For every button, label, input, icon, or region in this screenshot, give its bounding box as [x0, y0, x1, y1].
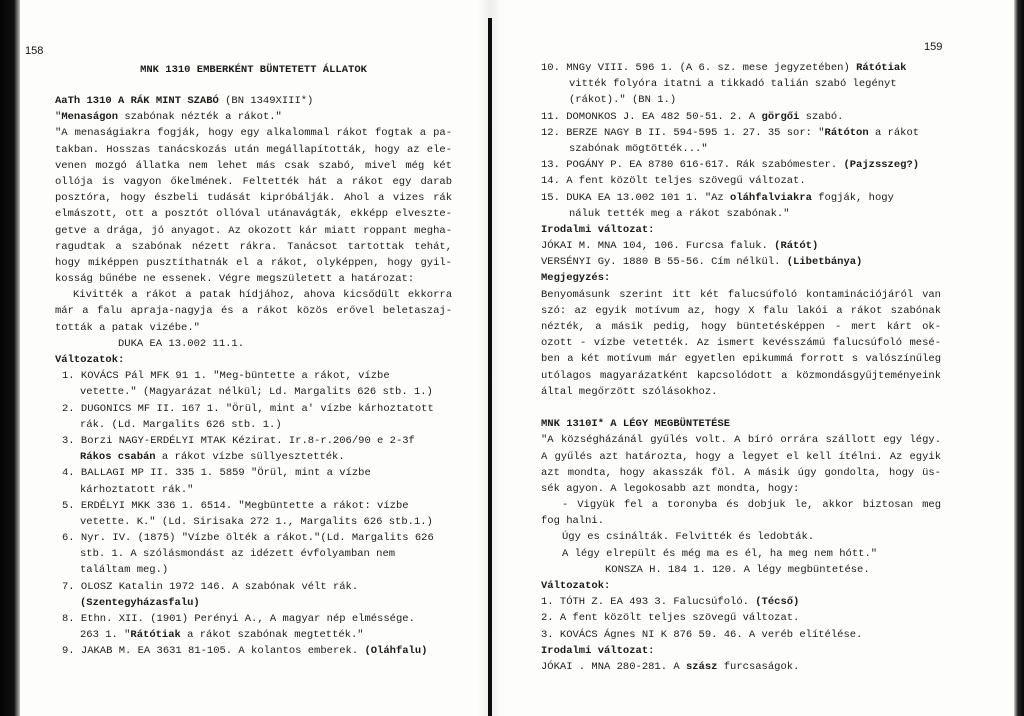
text-segment: a rákot vízbe süllyesztették.: [155, 451, 345, 464]
text-segment: 1. KOVÁCS Pál MFK 91 1. "Meg-büntette a rákot, vízbe: [62, 370, 390, 383]
text-segment: furcsaságok.: [717, 660, 800, 673]
text-segment: által megőrzött szólásokhoz.: [541, 385, 718, 398]
variants-heading: [541, 578, 941, 594]
text-segment: 3. KOVÁCS Ágnes NI K 876 59. 46. A veréb elítélése.: [541, 628, 863, 641]
tale-text-line: [541, 449, 941, 465]
text-segment: szó: az egyik motívum az, hogy X falu lakói a rákot szabónak: [541, 304, 941, 317]
text-segment: ": [55, 111, 62, 124]
text-segment: 13. POGÁNY P. EA 8780 616-617. Rák szabómester.: [541, 159, 844, 172]
heading-text: Irodalmi változat:: [541, 644, 655, 657]
text-segment: 12. BERZE NAGY B II. 594-595 1. 27. 35 sor: ": [541, 126, 825, 139]
variant-entry-continued: [55, 546, 452, 562]
tale-text-line: [55, 271, 452, 287]
text-segment: 5. ERDÉLYI MKK 336 1. 6514. "Megbüntette a rákot: vízbe: [62, 499, 409, 512]
type-heading: [55, 93, 452, 109]
variant-entry: [541, 125, 941, 141]
tale-text-line: [55, 190, 452, 206]
variant-entry: [541, 173, 941, 189]
text-segment: A gyűlés azt határozta, hogy a legyet el kell ítélni. Az egyik: [541, 450, 941, 463]
text-segment: a rákot: [868, 126, 920, 139]
text-segment: azt mondta, hogy akasszák föl. A másik úgy gondolta, hogy üs-: [541, 466, 941, 479]
emphasis-text: (Rátót): [774, 240, 819, 253]
page-number-left: 158: [25, 45, 44, 57]
tale-text-line: [541, 546, 941, 562]
text-segment: szabó.: [799, 110, 844, 123]
variant-entry: [541, 627, 941, 643]
text-segment: takban. Hosszas tanácskozás után megállapították, hogy az ele-: [55, 143, 452, 156]
text-segment: fog halni.: [541, 515, 605, 528]
variant-entry: [541, 109, 941, 125]
text-segment: 7. OLOSZ Katalin 1972 146. A szabónak vélt rák.: [62, 580, 359, 593]
tale-text-line: [541, 432, 941, 448]
variant-entry: [541, 594, 941, 610]
variant-entry: [55, 433, 452, 449]
note-text-line: [541, 368, 941, 384]
source-citation: [541, 562, 941, 578]
chapter-title-text: MNK 1310 EMBERKÉNT BÜNTETETT ÁLLATOK: [140, 64, 367, 76]
text-segment: sék agyon. A legokosabb azt mondta, hogy:: [541, 482, 800, 495]
text-segment: "A menaságiakra fogják, hogy egy alkalommal rákot fogtak a pa-: [55, 127, 452, 140]
heading-text: Irodalmi változat:: [541, 223, 655, 236]
text-segment: 4. BALLAGI MP II. 335 1. 5859 "Örül, mint a vízbe: [62, 467, 371, 480]
variant-entry: [541, 60, 941, 76]
tale-text-line: [541, 497, 941, 513]
text-segment: posztóra, hogy észbeli tudását kipróbálják. Ahol a vizes rák: [55, 192, 452, 205]
tale-text-line: [55, 287, 452, 303]
text-segment: fogják, hogy: [811, 191, 894, 204]
text-segment: 9. JAKAB M. EA 3631 81-105. A kolantos emberek.: [62, 645, 365, 658]
variant-entry: [55, 401, 452, 417]
variant-entry-continued: [541, 76, 941, 92]
text-segment: elmászott, ott a posztót ollóval utánavágták, ekképp elveszte-: [55, 208, 452, 221]
note-text-line: [541, 287, 941, 303]
text-segment: a rákot szabónak megtették.": [180, 629, 364, 642]
variant-entry: [55, 530, 452, 546]
text-segment: ollója is vagyon őkelmének. Feltették hát a rákot egy darab: [55, 175, 452, 188]
heading-text: Megjegyzés:: [541, 272, 611, 285]
variant-entry: [55, 465, 452, 481]
tale-text-line: [541, 465, 941, 481]
literary-variant-entry: [541, 254, 941, 270]
emphasis-text: Rákos csabán: [80, 451, 156, 464]
page-number-right: 159: [924, 41, 943, 53]
literary-variant-entry: [541, 238, 941, 254]
text-segment: vetette." (Magyarázat nélkül; Ld. Margalits 626 stb. 1.): [80, 386, 433, 399]
text-segment: - Vigyük fel a toronyba és dobjuk le, akkor biztosan meg: [562, 499, 941, 512]
variant-entry: [55, 579, 452, 595]
tale-text-line: [55, 125, 452, 141]
type-heading-ref: (BN 1349XIII*): [218, 95, 314, 107]
emphasis-text: Rátótiak: [130, 629, 181, 642]
variant-entry: [541, 190, 941, 206]
left-page-body: [55, 93, 452, 660]
text-segment: találtam meg.): [80, 564, 169, 577]
text-segment: 2. A fent közölt teljes szövegű változat.: [541, 612, 800, 625]
literary-variant-entry: [541, 659, 941, 675]
text-segment: 263 1. ": [80, 629, 131, 642]
tale-text-line: [541, 529, 941, 545]
tale-text-line: [541, 513, 941, 529]
text-segment: stb. 1. A szólásmondást az idézett évfolyamban nem: [80, 548, 396, 561]
heading-text: Változatok:: [55, 354, 125, 366]
emphasis-text: Menaságon: [61, 111, 119, 124]
text-segment: vitték folyóra itatni a tikkadó talián szabó legényt: [569, 78, 897, 91]
tale-text-line: [55, 255, 452, 271]
text-segment: A légy elrepült és még ma es él, ha meg nem hótt.": [562, 547, 878, 560]
emphasis-text: oláhfalviakra: [730, 191, 812, 204]
note-text-line: [541, 303, 941, 319]
text-segment: már a falu apraja-nagyja és a rákot közös erővel beletaszaj-: [55, 305, 452, 318]
text-segment: nézték, a másik pedig, hogy büntetésképpen - mert kárt ok-: [541, 321, 941, 333]
text-segment: kosság bűnébe ne essenek. Végre megszületett a határozat:: [55, 273, 415, 286]
text-segment: (rákot)." (BN 1.): [569, 94, 677, 107]
text-segment: getve a drága, jó anyagot. Az okozott kár miatt roppant megha-: [55, 224, 452, 237]
emphasis-text: (Técső): [755, 596, 800, 609]
variant-entry-continued: [55, 595, 452, 611]
text-segment: Úgy es csinálták. Felvitték és ledobták.: [562, 531, 815, 544]
heading-text: MNK 1310I* A LÉGY MEGBÜNTETÉSE: [541, 418, 731, 431]
text-segment: kárhoztatott rák.": [80, 483, 194, 496]
text-segment: tották a patak vizébe.": [55, 321, 200, 334]
text-segment: ben a két motívum már egyetlen epikummá forrott s valószínűleg: [541, 353, 941, 366]
variant-entry-continued: [55, 482, 452, 498]
tale-text-line: [55, 239, 452, 255]
text-segment: JÓKAI . MNA 280-281. A: [541, 660, 686, 673]
text-segment: ozott - vízbe vetették. Az ismert kevésszámú falucsúfoló mesé-: [541, 337, 941, 350]
tale-text-line: [55, 223, 452, 239]
text-segment: KONSZA H. 184 1. 120. A légy megbüntetése.: [605, 563, 870, 576]
text-segment: Benyomásunk szerint itt két falucsúfoló kontaminációjáról van: [541, 288, 941, 301]
variant-entry-continued: [55, 449, 452, 465]
text-segment: szabónak mögtötték...": [569, 142, 708, 155]
emphasis-text: (Oláhfalu): [364, 645, 428, 658]
variant-entry: [541, 157, 941, 173]
note-text-line: [541, 351, 941, 367]
tale-text-line: [55, 206, 452, 222]
note-text-line: [541, 319, 941, 335]
tale-text-line: [541, 481, 941, 497]
text-segment: ragudtak a szabónak nézett rákra. Tanácsot tartottak tehát,: [55, 240, 452, 253]
note-heading: [541, 270, 941, 286]
emphasis-text: (Pajzsszeg?): [843, 159, 920, 172]
variant-entry: [55, 498, 452, 514]
variant-entry: [55, 643, 452, 659]
scan-border-right: [1014, 0, 1024, 716]
heading-text: Változatok:: [541, 580, 611, 592]
text-segment: DUKA EA 13.002 11.1.: [118, 337, 245, 350]
text-segment: vetette. K." (Ld. Sirisaka 272 1., Margalits 626 stb.1.): [80, 515, 433, 528]
tale-title: [55, 109, 452, 125]
text-segment: 14. A fent közölt teljes szövegű változat.: [541, 175, 806, 188]
tale-text-line: [55, 303, 452, 319]
text-segment: venen mozgó állatka nem lehet más csak szabó, mivel még két: [55, 159, 452, 172]
emphasis-text: görgői: [761, 110, 800, 123]
text-segment: JÓKAI M. MNA 104, 106. Furcsa faluk.: [541, 240, 775, 253]
text-segment: 11. DOMONKOS J. EA 482 50-51. 2. A: [541, 110, 762, 123]
variant-entry: [55, 368, 452, 384]
text-segment: 10. MNGy VIII. 596 1. (A 6. sz. mese jegyzetében): [541, 62, 857, 74]
type-heading: [541, 416, 941, 432]
emphasis-text: Rátóton: [824, 126, 869, 139]
variant-entry-continued: [55, 384, 452, 400]
text-segment: 15. DUKA EA 13.002 101 1. "Az: [541, 191, 731, 204]
text-segment: hogy miképpen pusztíthatnák el a rákot, olyképpen, hogy gyil-: [55, 256, 452, 269]
variant-entry-continued: [541, 92, 941, 108]
emphasis-text: szász: [685, 660, 718, 673]
text-segment: "A községházánál gyűlés volt. A bíró orrára szállott egy légy.: [541, 434, 941, 447]
blank-line: [541, 400, 941, 416]
text-segment: 2. DUGONICS MF II. 167 1. "Örül, mint a' vízbe kárhoztatott: [62, 402, 434, 415]
emphasis-text: (Szentegyházasfalu): [80, 596, 200, 609]
text-segment: rák. (Ld. Margalits 626 stb. 1.): [80, 418, 282, 431]
text-segment: VERSÉNYI Gy. 1880 B 55-56. Cím nélkül.: [541, 256, 787, 269]
variant-entry-continued: [55, 562, 452, 578]
variant-entry: [541, 610, 941, 626]
book-spine: [488, 18, 492, 716]
emphasis-text: (Libetbánya): [786, 256, 863, 269]
tale-text-line: [55, 320, 452, 336]
variant-entry: [55, 611, 452, 627]
type-heading-bold: AaTh 1310 A RÁK MINT SZABÓ: [55, 95, 219, 107]
text-segment: náluk tették meg a rákot szabónak.": [569, 207, 790, 220]
note-text-line: [541, 384, 941, 400]
variant-entry-continued: [541, 206, 941, 222]
variant-entry-continued: [55, 627, 452, 643]
note-text-line: [541, 335, 941, 351]
scan-border-left: [0, 0, 20, 716]
chapter-title: [55, 62, 452, 78]
text-segment: 3. Borzi NAGY-ERDÉLYI MTAK Kézirat. Ir.8-r.206/90 e 2-3f: [62, 434, 415, 447]
variant-entry-continued: [55, 417, 452, 433]
text-segment: 1. TÓTH Z. EA 493 3. Falucsúfoló.: [541, 596, 756, 609]
text-segment: utólagos magyarázatként kapcsolódott a közmondásgyűjteményeink: [541, 369, 941, 382]
literary-variant-heading: [541, 643, 941, 659]
variant-entry-continued: [541, 141, 941, 157]
text-segment: szabónak nézték a rákot.": [118, 111, 282, 124]
tale-text-line: [55, 142, 452, 158]
tale-text-line: [55, 174, 452, 190]
emphasis-text: Rátótiak: [856, 62, 907, 74]
source-citation: [55, 336, 452, 352]
variants-heading: [55, 352, 452, 368]
right-page-body: [541, 60, 941, 675]
literary-variant-heading: [541, 222, 941, 238]
tale-text-line: [55, 158, 452, 174]
text-segment: Kivitték a rákot a patak hídjához, ahova kicsődült ekkorra: [73, 289, 452, 302]
text-segment: 8. Ethn. XII. (1901) Perényi A., A magyar nép elméssége.: [62, 613, 415, 625]
text-segment: 6. Nyr. IV. (1875) "Vízbe ölték a rákot."(Ld. Margalits 626: [62, 532, 434, 545]
variant-entry-continued: [55, 514, 452, 530]
